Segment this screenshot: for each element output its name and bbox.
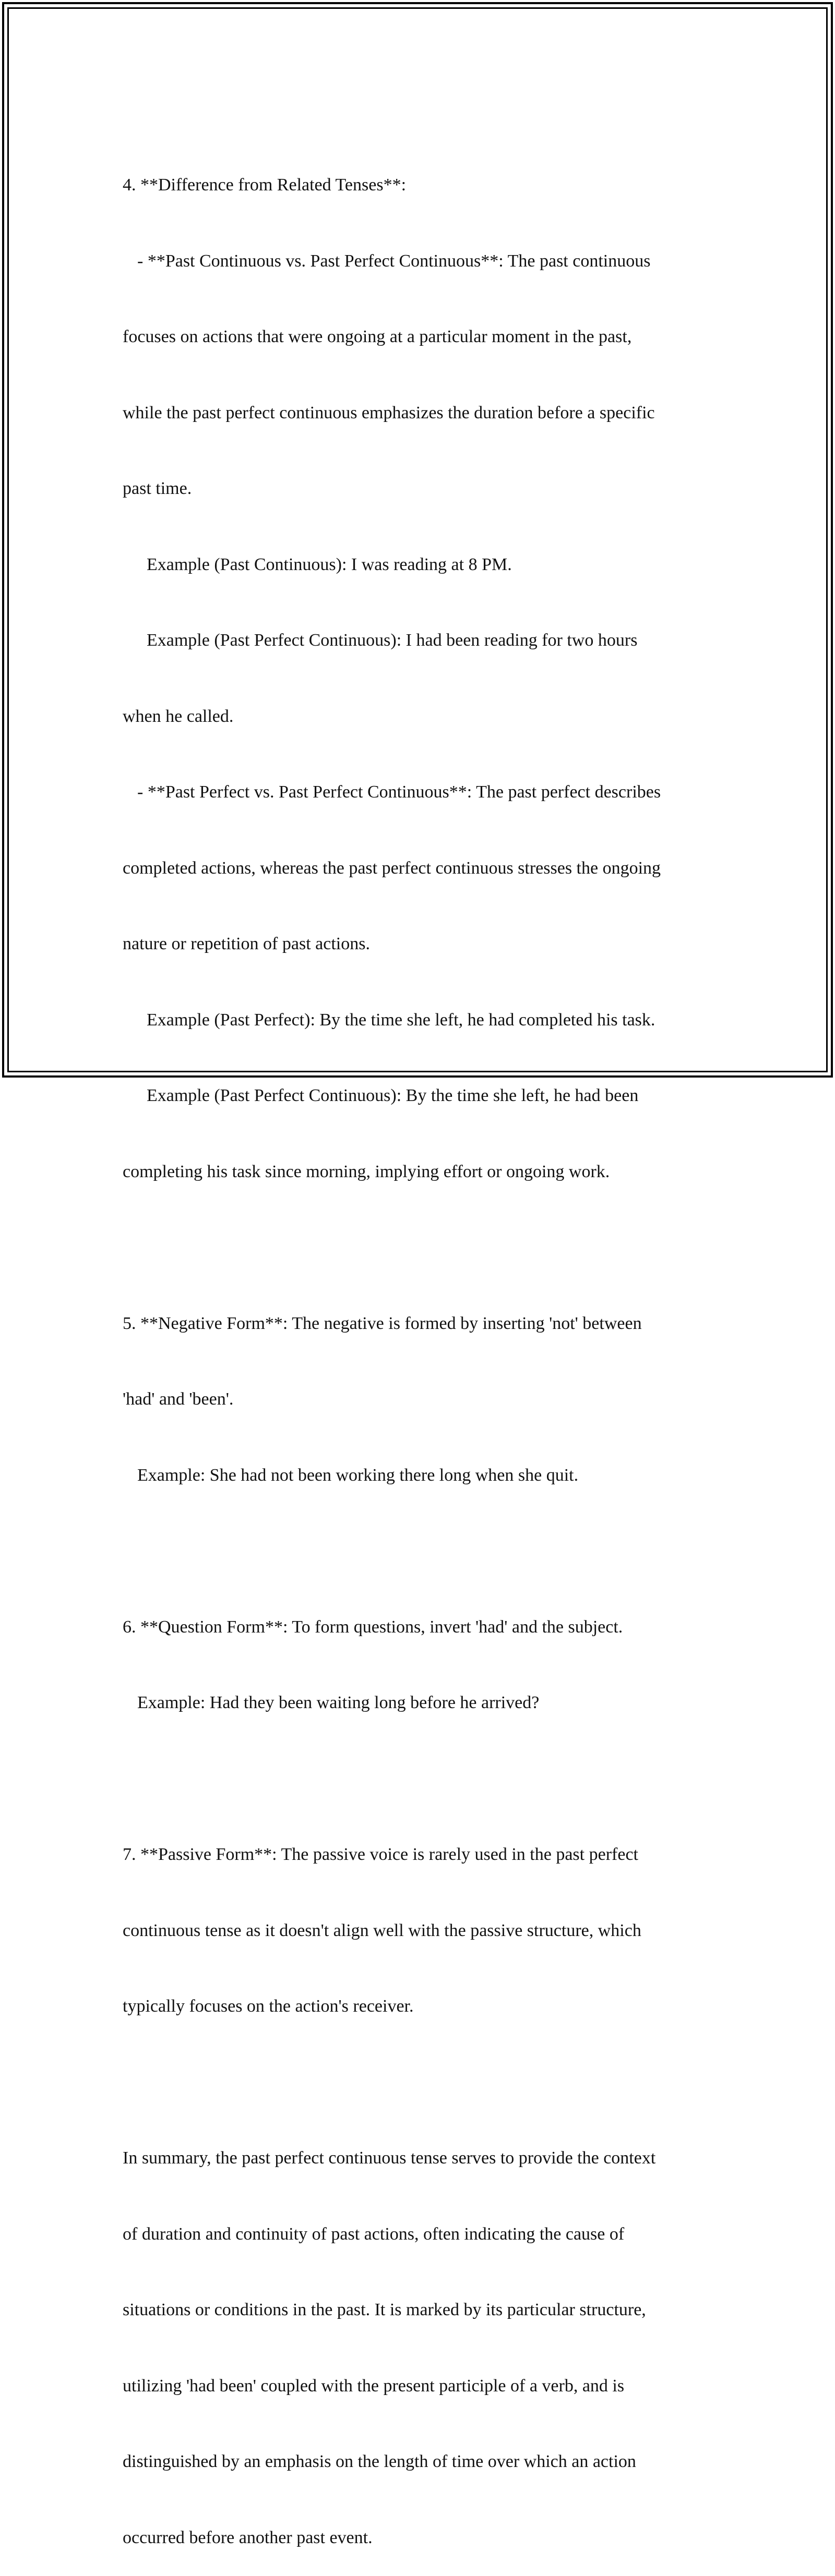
section-7-cont-1: continuous tense as it doesn't align well with the passive structure, which <box>123 1920 641 1940</box>
summary-line-6: occurred before another past event. <box>123 2527 373 2547</box>
blank-line <box>123 1539 712 1564</box>
section-4-item-1-example-2: Example (Past Perfect Continuous): I had been reading for two hours <box>147 631 638 650</box>
section-4-item-2-example-1: Example (Past Perfect): By the time she left, he had completed his task. <box>147 1010 655 1030</box>
section-7-cont-2: typically focuses on the action's receiver. <box>123 1997 414 2016</box>
section-6-text: 6. **Question Form**: To form questions, invert 'had' and the subject. <box>123 1617 623 1637</box>
blank-line <box>123 1767 712 1792</box>
section-4-item-1-example-2-cont: when he called. <box>123 706 234 726</box>
document-body <box>123 122 712 2576</box>
section-5-example: Example: She had not been working there long when she quit. <box>137 1465 579 1485</box>
section-4-item-1-cont-2: while the past perfect continuous emphasizes the duration before a specific <box>123 403 655 422</box>
section-4-item-2: - **Past Perfect vs. Past Perfect Continuous**: The past perfect describes <box>137 782 661 802</box>
summary-line-3: situations or conditions in the past. It is marked by its particular structure, <box>123 2300 646 2319</box>
blank-line <box>123 2070 712 2096</box>
blank-line <box>123 1235 712 1261</box>
section-4-item-1-example-1: Example (Past Continuous): I was reading at 8 PM. <box>147 554 512 574</box>
section-4-item-1-cont-1: focuses on actions that were ongoing at a particular moment in the past, <box>123 327 632 346</box>
section-5-text: 5. **Negative Form**: The negative is formed by inserting 'not' between <box>123 1313 642 1333</box>
summary-line-5: distinguished by an emphasis on the length of time over which an action <box>123 2452 636 2471</box>
section-4-heading: 4. **Difference from Related Tenses**: <box>123 175 407 195</box>
section-4-item-2-cont-2: nature or repetition of past actions. <box>123 934 370 953</box>
section-4-item-2-cont-1: completed actions, whereas the past perfect continuous stresses the ongoing <box>123 858 661 878</box>
summary-line-1: In summary, the past perfect continuous tense serves to provide the context <box>123 2148 656 2168</box>
section-7-text: 7. **Passive Form**: The passive voice is rarely used in the past perfect <box>123 1845 638 1864</box>
section-6-example: Example: Had they been waiting long before he arrived? <box>137 1693 540 1712</box>
section-4-item-2-example-2-cont: completing his task since morning, implying effort or ongoing work. <box>123 1162 610 1181</box>
summary-line-2: of duration and continuity of past actions, often indicating the cause of <box>123 2224 625 2244</box>
section-4-item-1-cont-3: past time. <box>123 479 192 498</box>
summary-line-4: utilizing 'had been' coupled with the present participle of a verb, and is <box>123 2376 625 2396</box>
section-4-item-1: - **Past Continuous vs. Past Perfect Continuous**: The past continuous <box>137 251 651 271</box>
section-5-cont: 'had' and 'been'. <box>123 1389 234 1409</box>
section-4-item-2-example-2: Example (Past Perfect Continuous): By the time she left, he had been <box>147 1086 639 1105</box>
